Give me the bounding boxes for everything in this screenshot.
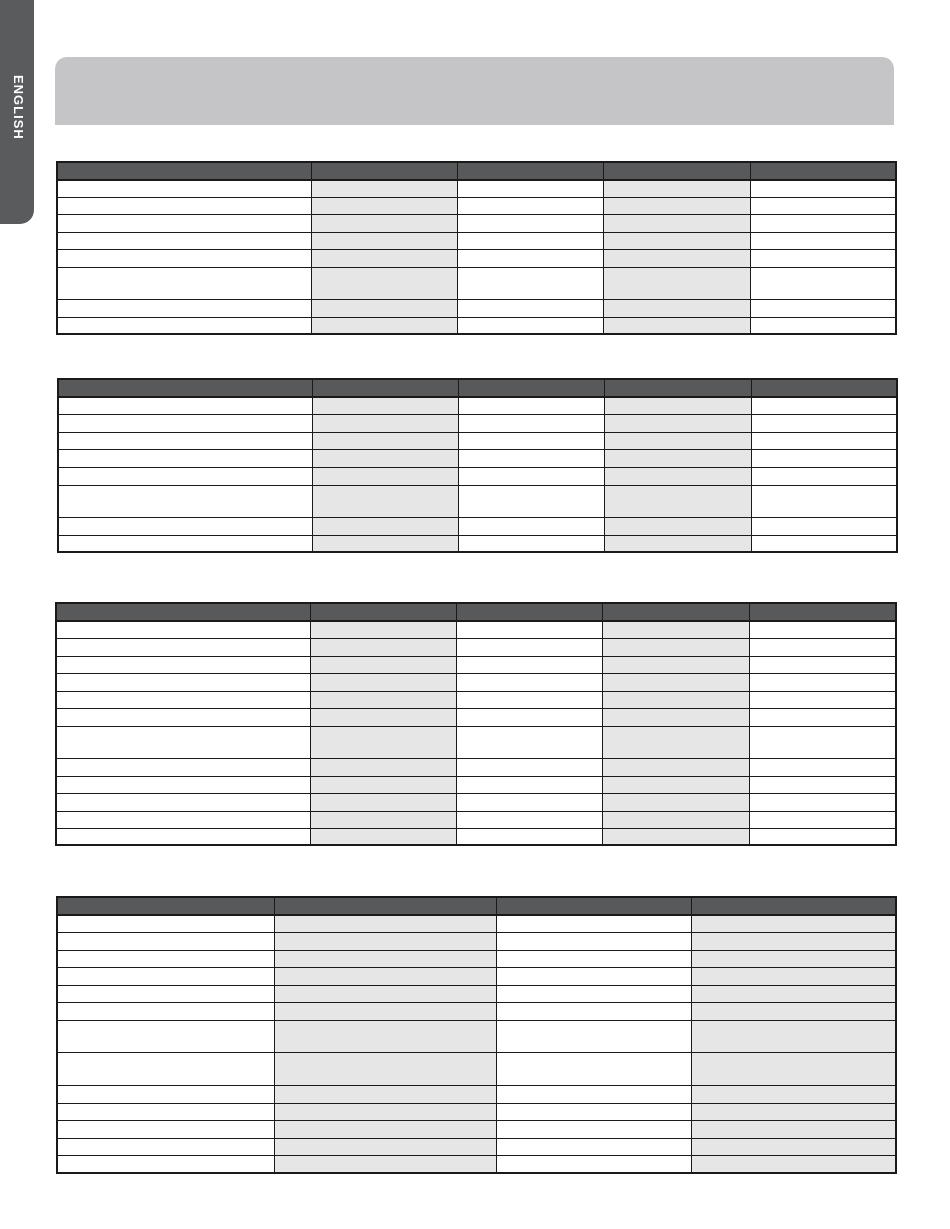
language-tab	[0, 0, 34, 224]
table-row	[56, 621, 896, 638]
table-row	[56, 638, 896, 656]
table-row	[57, 1020, 896, 1052]
spec-table-3	[55, 602, 897, 846]
table-row	[58, 414, 897, 432]
table-row	[57, 249, 896, 267]
table-row	[57, 232, 896, 249]
section-header-band	[55, 57, 894, 125]
spec-table-2	[57, 378, 898, 553]
table-row	[56, 793, 896, 811]
table-row	[56, 691, 896, 708]
table-row	[58, 449, 897, 467]
table-row	[57, 1120, 896, 1138]
table-header-row	[56, 603, 896, 621]
table-row	[56, 758, 896, 776]
table-row	[58, 517, 897, 535]
table-row	[58, 485, 897, 517]
table-row	[57, 1085, 896, 1103]
table-row	[57, 180, 896, 197]
table-row	[56, 726, 896, 758]
table-row	[58, 397, 897, 414]
table-row	[57, 950, 896, 967]
table-row	[57, 1002, 896, 1020]
table-row	[58, 535, 897, 552]
table-row	[57, 985, 896, 1002]
table-row	[56, 811, 896, 828]
spec-table-1	[56, 161, 897, 335]
table-row	[57, 1155, 896, 1173]
table-row	[58, 432, 897, 449]
table-row	[57, 967, 896, 985]
table-row	[57, 932, 896, 950]
table-row	[56, 673, 896, 691]
table-row	[57, 915, 896, 932]
table-row	[58, 467, 897, 485]
table-row	[56, 828, 896, 845]
table-row	[57, 317, 896, 334]
table-header-row	[58, 379, 897, 397]
table-row	[57, 1138, 896, 1155]
table-row	[57, 1103, 896, 1120]
table-row	[57, 299, 896, 317]
table-row	[57, 267, 896, 299]
table-row	[56, 708, 896, 726]
table-row	[57, 214, 896, 232]
table-header-row	[57, 897, 896, 915]
table-row	[57, 1052, 896, 1085]
language-tab-label: ENGLISH	[11, 75, 26, 140]
table-row	[56, 776, 896, 793]
table-row	[56, 656, 896, 673]
table-header-row	[57, 162, 896, 180]
table-row	[57, 197, 896, 214]
spec-table-4	[56, 896, 897, 1174]
